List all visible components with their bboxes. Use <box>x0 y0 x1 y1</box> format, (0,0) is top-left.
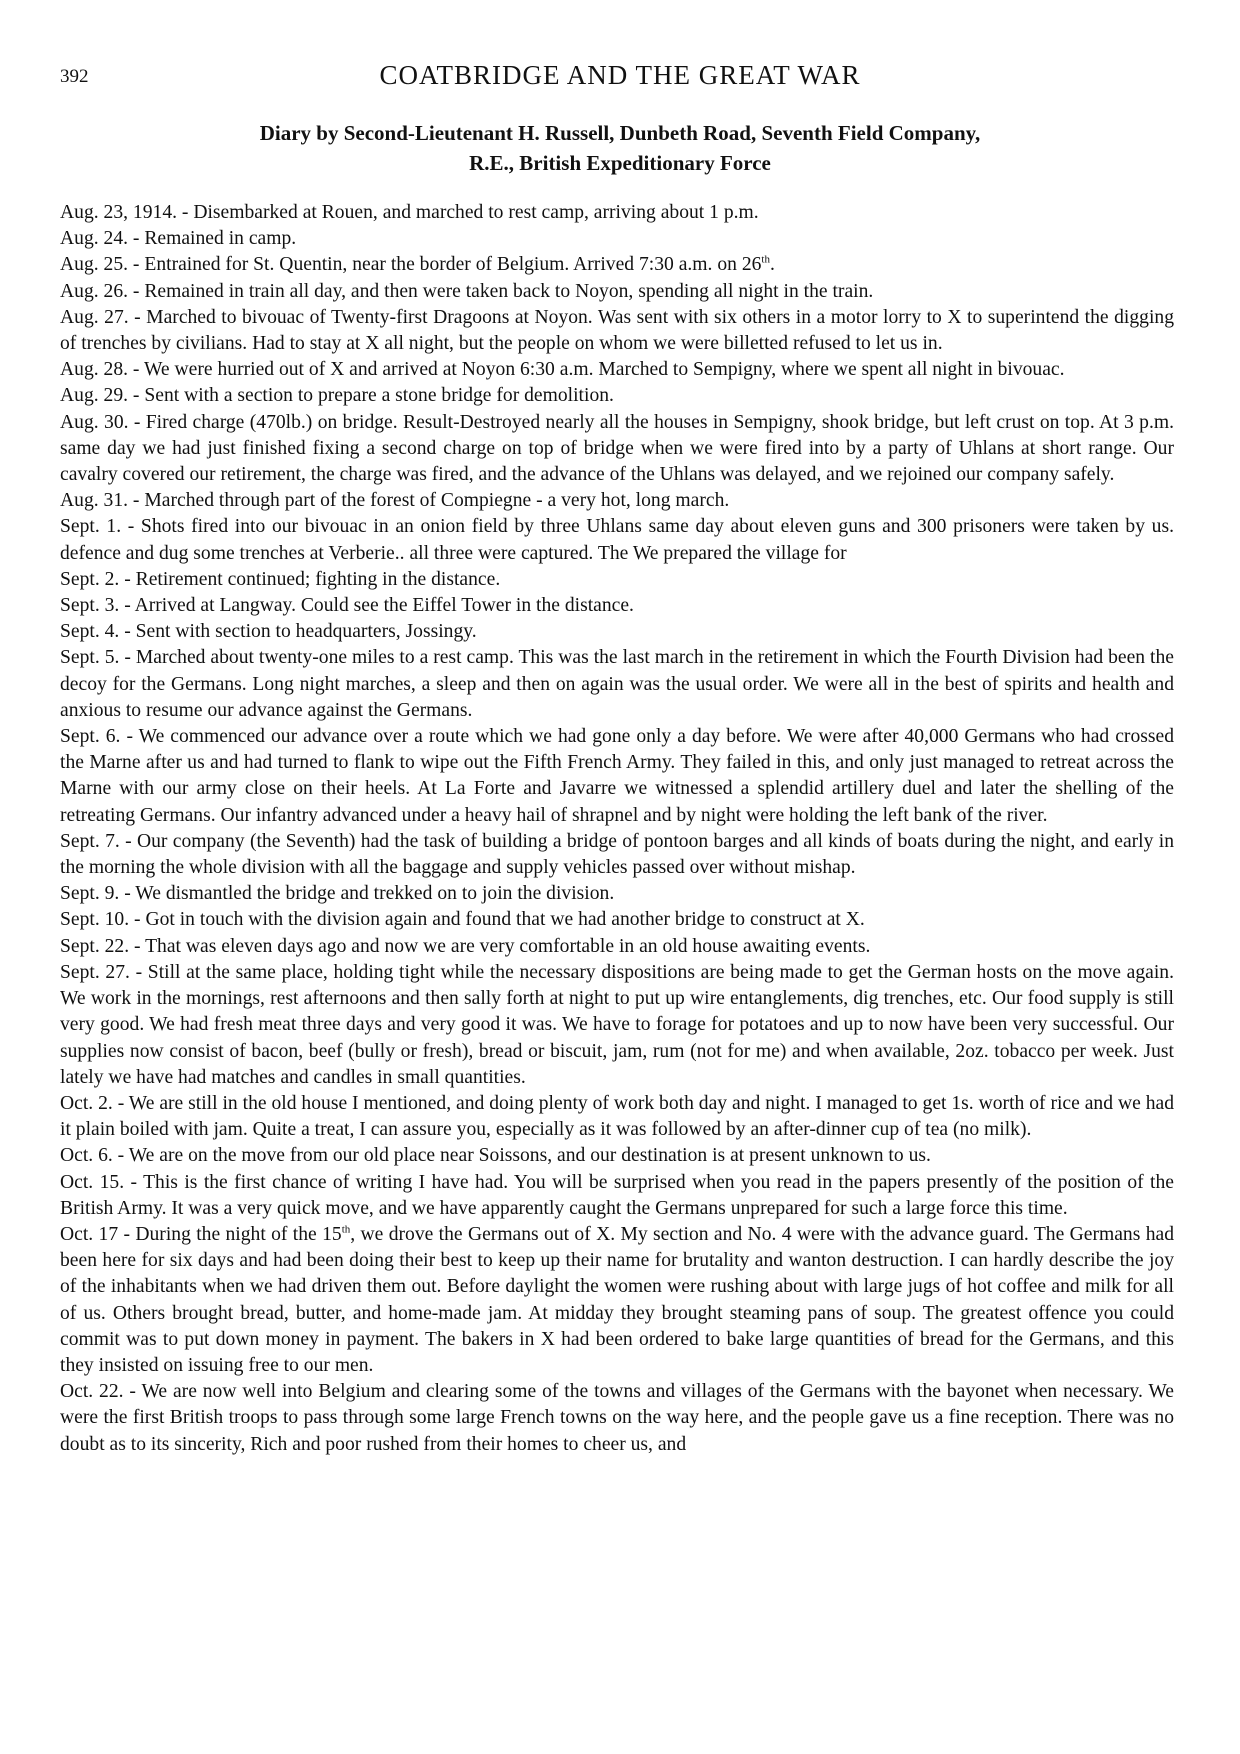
diary-entry: Oct. 2. - We are still in the old house I mentioned, and doing plenty of work both day and night. I managed to get 1s. worth of rice and we had it plain boiled with jam. Quite a treat, I can assure you, especially as it was followed by an after-dinner cup of tea (no milk). <box>60 1092 1174 1141</box>
heading-line-1: Diary by Second-Lieutenant H. Russell, Dunbeth Road, Seventh Field Company, <box>259 121 981 145</box>
heading-line-2: R.E., British Expeditionary Force <box>469 151 771 175</box>
diary-entry: Sept. 27. - Still at the same place, holding tight while the necessary dispositions are being made to get the German hosts on the move again. We work in the mornings, rest afternoons and then sally forth at night to put up wire entanglements, dig trenches, etc. Our food supply is still very good. We had fresh meat three days and very good it was. We have to forage for potatoes and up to now have been very successful. Our supplies now consist of bacon, beef (bully or fresh), bread or biscuit, jam, rum (not for me) and when available, 2oz. tobacco per week. Just lately we have had matches and candles in small quantities. <box>60 961 1174 1088</box>
superscript: th <box>761 253 770 266</box>
diary-entry: Sept. 10. - Got in touch with the division again and found that we had another bridge to construct at X. <box>60 909 865 931</box>
diary-entry: Sept. 9. - We dismantled the bridge and trekked on to join the division. <box>60 883 615 905</box>
diary-entry: Aug. 24. - Remained in camp. <box>60 228 297 250</box>
diary-entry: Aug. 25. - Entrained for St. Quentin, near the border of Belgium. Arrived 7:30 a.m. on 26th. <box>60 253 775 276</box>
diary-entry: Aug. 29. - Sent with a section to prepare a stone bridge for demolition. <box>60 385 614 407</box>
diary-entry: Oct. 22. - We are now well into Belgium and clearing some of the towns and villages of the Germans with the bayonet when necessary. We were the first British troops to pass through some large French towns on the way here, and the people gave us a fine reception. There was no doubt as to its sincerity, Rich and poor rushed from their homes to cheer us, and <box>60 1381 1174 1455</box>
diary-entry: Sept. 3. - Arrived at Langway. Could see the Eiffel Tower in the distance. <box>60 595 634 617</box>
diary-entry: Aug. 30. - Fired charge (470lb.) on bridge. Result-Destroyed nearly all the houses in Sempigny, shook bridge, but left crust on top. At 3 p.m. same day we had just finished fixing a second charge on top of bridge when we were fired into by a party of Uhlans at short range. Our cavalry covered our retirement, the charge was fired, and the advance of the Uhlans was delayed, and we rejoined our company safely. <box>60 411 1174 486</box>
diary-entry: Sept. 22. - That was eleven days ago and now we are very comfortable in an old house awaiting events. <box>60 935 871 957</box>
diary-heading <box>120 118 1120 178</box>
diary-entry: Aug. 23, 1914. - Disembarked at Rouen, and marched to rest camp, arriving about 1 p.m. <box>60 202 759 223</box>
page-number: 392 <box>60 66 89 87</box>
superscript: th <box>341 1223 351 1236</box>
diary-body <box>60 200 1174 1458</box>
diary-entry: Sept. 7. - Our company (the Seventh) had the task of building a bridge of pontoon barges and all kinds of boats during the night, and early in the morning the whole division with all the baggage and supply vehicles passed over without mishap. <box>60 830 1174 879</box>
diary-entry: Sept. 6. - We commenced our advance over a route which we had gone only a day before. We were after 40,000 Germans who had crossed the Marne after us and had turned to flank to wipe out the Fifth French Army. They failed in this, and only just managed to retreat across the Marne with our army close on their heels. At La Forte and Javarre we witnessed a splendid artillery duel and later the shelling of the retreating Germans. Our infantry advanced under a heavy hail of shrapnel and by night were holding the left bank of the river. <box>60 726 1174 826</box>
diary-entry: Sept. 4. - Sent with section to headquarters, Jossingy. <box>60 621 477 643</box>
diary-entry: Aug. 28. - We were hurried out of X and arrived at Noyon 6:30 a.m. Marched to Sempigny, where we spent all night in bivouac. <box>60 359 1065 381</box>
diary-entry: Sept. 5. - Marched about twenty-one miles to a rest camp. This was the last march in the retirement in which the Fourth Division had been the decoy for the Germans. Long night marches, a sleep and then on again was the usual order. We were all in the best of spirits and health and anxious to resume our advance against the Germans. <box>60 647 1174 721</box>
diary-entry: Sept. 2. - Retirement continued; fighting in the distance. <box>60 568 501 590</box>
diary-entry: Sept. 1. - Shots fired into our bivouac in an onion field by three Uhlans same day about eleven guns and 300 prisoners were taken by us. defence and dug some trenches at Verberie.. all three were captured. The We prepared the village for <box>60 516 1174 564</box>
diary-entry: Aug. 31. - Marched through part of the forest of Compiegne - a very hot, long march. <box>60 490 730 512</box>
diary-entry: Oct. 6. - We are on the move from our old place near Soissons, and our destination is at present unknown to us. <box>60 1145 931 1167</box>
running-title: COATBRIDGE AND THE GREAT WAR <box>379 60 861 90</box>
diary-entry: Aug. 27. - Marched to bivouac of Twenty-first Dragoons at Noyon. Was sent with six others in a motor lorry to X to superintend the digging of trenches by civilians. Had to stay at X all night, but the people on whom we were billetted refused to let us in. <box>60 306 1174 355</box>
diary-entry: Aug. 26. - Remained in train all day, and then were taken back to Noyon, spending all night in the train. <box>60 280 874 302</box>
diary-entry: Oct. 15. - This is the first chance of writing I have had. You will be surprised when you read in the papers presently of the position of the British Army. It was a very quick move, and we have apparently caught the Germans unprepared for such a large force this time. <box>60 1171 1174 1219</box>
diary-entry: Oct. 17 - During the night of the 15th, we drove the Germans out of X. My section and No. 4 were with the advance guard. The Germans had been here for six days and had been doing their best to keep up their name for brutality and wanton destruction. I can hardly describe the joy of the inhabitants when we had driven them out. Before daylight the women were rushing about with large jugs of hot coffee and milk for all of us. Others brought bread, butter, and home-made jam. At midday they brought steaming pans of soup. The greatest offence you could commit was to put down money in payment. The bakers in X had been ordered to bake large quantities of bread for the Germans, and this they insisted on issuing free to our men. <box>60 1223 1174 1376</box>
